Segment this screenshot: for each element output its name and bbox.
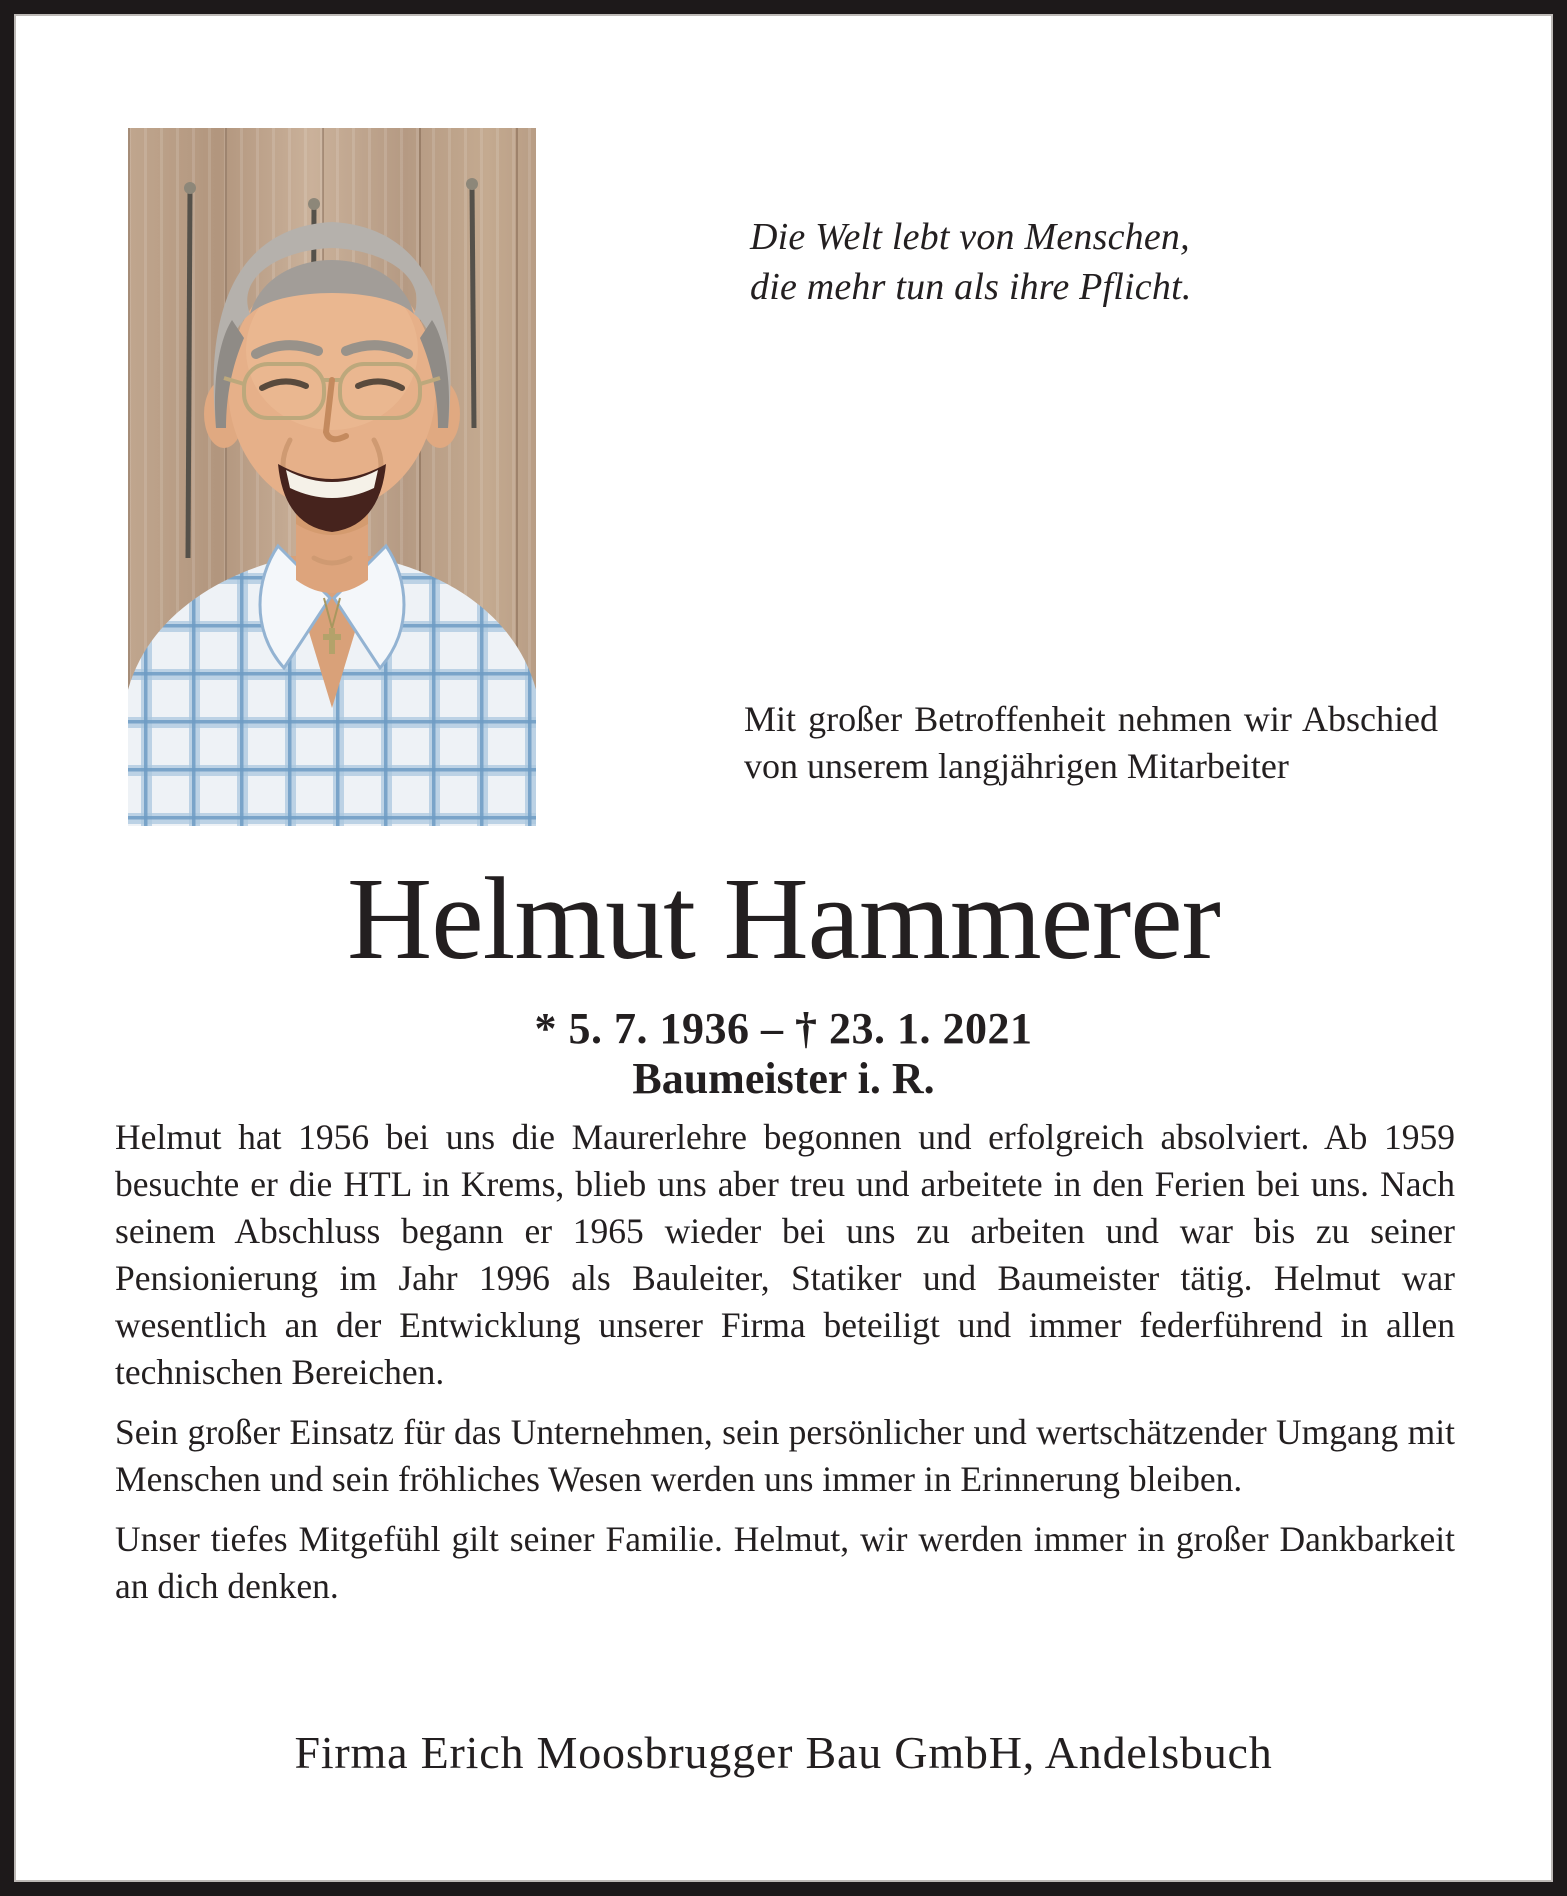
obituary-paragraph-3: Unser tiefes Mitgefühl gilt seiner Familie. Helmut, wir werden immer in großer Dankbarkeit an dich denken. <box>115 1519 1455 1606</box>
deceased-name: Helmut Hammerer <box>347 853 1220 984</box>
hinge-screws <box>184 178 478 210</box>
life-dates: * 5. 7. 1936 – † 23. 1. 2021 <box>534 1004 1033 1053</box>
announcement-text: Mit großer Betroffenheit nehmen wir Abschied von unserem langjährigen Mitarbeiter <box>744 699 1438 786</box>
obituary-paragraph-2: Sein großer Einsatz für das Unternehmen, sein persönlicher und wertschätzender Umgang mit Menschen und sein fröhliches Wesen werden uns immer in Erinnerung bleiben. <box>115 1412 1455 1499</box>
quote-line-1: Die Welt lebt von Menschen, <box>750 216 1190 258</box>
portrait-illustration <box>128 128 536 826</box>
portrait-photo <box>128 128 536 826</box>
quote-line-2: die mehr tun als ihre Pflicht. <box>750 266 1192 308</box>
deceased-title: Baumeister i. R. <box>632 1054 935 1103</box>
company-signature: Firma Erich Moosbrugger Bau GmbH, Andelsbuch <box>294 1727 1273 1778</box>
obituary-paragraph-1: Helmut hat 1956 bei uns die Maurerlehre begonnen und erfolgreich absolviert. Ab 1959 besuchte er die HTL in Krems, blieb uns aber treu und arbeitete in den Ferien bei uns. Nach seinem Abschluss begann er 1965 wieder bei uns zu arbeiten und war bis zu seiner Pensionierung im Jahr 1996 als Bauleiter, Statiker und Baumeister tätig. Helmut war wesentlich an der Entwicklung unserer Firma beteiligt und immer federführend in allen technischen Bereichen. <box>115 1117 1455 1392</box>
obituary-body <box>115 1114 1455 1623</box>
epigraph-quote <box>750 212 1310 312</box>
